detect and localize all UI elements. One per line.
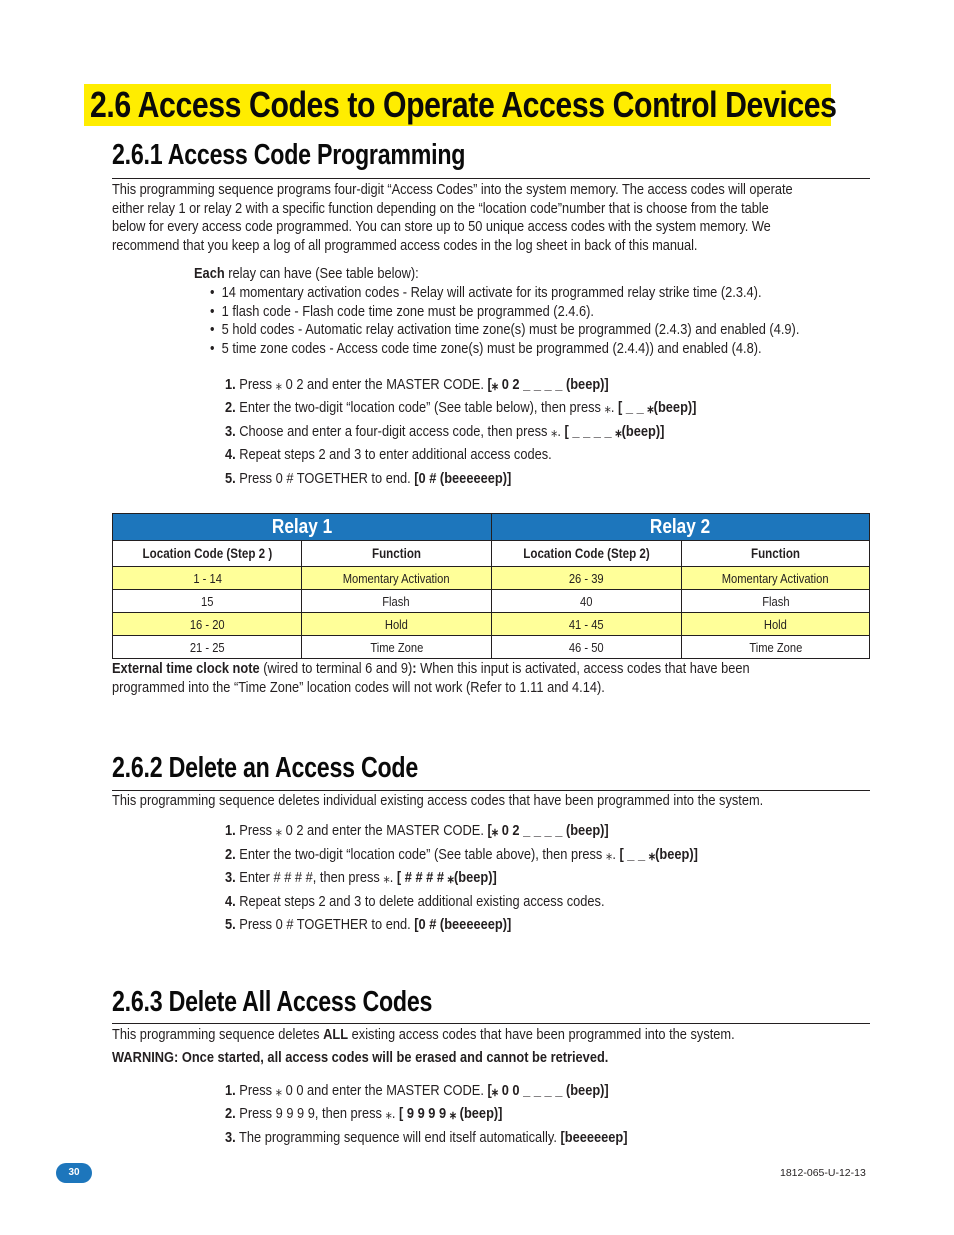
note-label: External time clock note <box>112 661 260 677</box>
cell-text: Hold <box>764 616 788 632</box>
table-cell <box>302 636 491 659</box>
step-sequence: [ _ _ ⁎(beep)] <box>619 847 698 863</box>
external-clock-note-line2: programmed into the “Time Zone” location codes will not work (Refer to 1.11 and 4.14). <box>112 680 605 696</box>
cell-text: 16 - 20 <box>189 616 225 632</box>
cell-text: 15 <box>200 593 214 609</box>
step-text: Repeat steps 2 and 3 to delete additional existing access codes. <box>235 894 605 910</box>
table-row <box>113 567 870 590</box>
section-heading-delete-access-code: 2.6.2 Delete an Access Code <box>112 752 419 784</box>
cell-text: Time Zone <box>369 639 423 655</box>
intro-line: below for every access code programmed. You can store up to 50 unique access codes with the system memory. We <box>112 219 771 236</box>
bullet-text: 5 time zone codes - Access code time zone(s) must be programmed (2.4.4)) and enabled (4.8). <box>221 341 762 357</box>
each-text: relay can have (See table below): <box>224 266 419 282</box>
cell-text: Hold <box>384 616 408 632</box>
bullet-text: 1 flash code - Flash code time zone must be programmed (2.4.6). <box>221 304 594 320</box>
column-header-text: Location Code (Step 2) <box>523 546 650 561</box>
intro-line: recommend that you keep a log of all programmed access codes in the log sheet in back of this manual. <box>112 238 698 255</box>
external-clock-note <box>112 661 750 677</box>
step-sequence: [⁎ 0 2 _ _ _ _ (beep)] <box>487 823 609 839</box>
intro-emphasis: ALL <box>323 1027 349 1043</box>
cell-text: 21 - 25 <box>189 639 225 655</box>
cell-text: Flash <box>382 593 411 609</box>
bullet-item: • 5 hold codes - Automatic relay activation time zone(s) must be programmed (2.4.3) and enabled (4.9). <box>210 322 800 338</box>
step-sequence: [0 # (beeeeeep)] <box>414 917 512 933</box>
column-header-text: Function <box>371 546 421 561</box>
section-divider <box>112 178 870 179</box>
intro-text: This programming sequence deletes <box>112 1027 324 1043</box>
step-item <box>225 424 664 440</box>
step-number: 1. <box>225 823 236 839</box>
note-text: When this input is activated, access codes that have been <box>416 661 750 677</box>
intro-line: This programming sequence programs four-digit “Access Codes” into the system memory. The access codes will operate <box>112 182 793 198</box>
step-item <box>225 471 511 487</box>
cell-text: 46 - 50 <box>568 639 604 655</box>
section-heading-delete-all-codes: 2.6.3 Delete All Access Codes <box>112 986 433 1018</box>
note-paren: (wired to terminal 6 and 9) <box>259 661 413 677</box>
column-header <box>491 541 682 567</box>
step-number: 3. <box>225 1130 236 1146</box>
document-code: 1812-065-U-12-13 <box>780 1167 866 1179</box>
cell-text: 41 - 45 <box>568 616 604 632</box>
step-item <box>225 847 698 863</box>
step-number: 3. <box>225 870 236 886</box>
step-sequence: [ # # # # ⁎(beep)] <box>396 870 497 886</box>
section2-intro: This programming sequence deletes individual existing access codes that have been programmed into the system. <box>112 793 764 809</box>
step-sequence: [⁎ 0 2 _ _ _ _ (beep)] <box>487 377 609 393</box>
table-cell <box>113 567 302 590</box>
column-header <box>113 541 302 567</box>
step-item <box>225 870 497 886</box>
step-item <box>225 377 609 393</box>
section-divider <box>112 1023 870 1024</box>
step-text: Enter # # # #, then press ⁎. <box>235 870 397 886</box>
cell-text: Flash <box>761 593 790 609</box>
step-item <box>225 823 609 839</box>
section-divider <box>112 790 870 791</box>
intro-line: either relay 1 or relay 2 with a specific function depending on the “location code”number that is choose from the table <box>112 200 769 217</box>
step-text: Press ⁎ 0 2 and enter the MASTER CODE. <box>235 377 488 393</box>
bullet-text: 5 hold codes - Automatic relay activation time zone(s) must be programmed (2.4.3) and enabled (4.9). <box>221 322 800 338</box>
bullet-item: • 5 time zone codes - Access code time zone(s) must be programmed (2.4.4)) and enabled (4.8). <box>210 341 762 357</box>
column-header-text: Location Code (Step 2 ) <box>142 546 272 561</box>
step-item <box>225 400 696 416</box>
step-text: Press 0 # TOGETHER to end. <box>235 471 415 487</box>
erase-warning: WARNING: Once started, all access codes will be erased and cannot be retrieved. <box>112 1050 609 1066</box>
step-text: Enter the two-digit “location code” (See table above), then press ⁎. <box>235 847 620 863</box>
step-number: 2. <box>225 1106 236 1122</box>
step-item <box>225 1130 628 1146</box>
relay2-header <box>491 514 870 541</box>
column-header-text: Function <box>751 546 801 561</box>
step-item <box>225 894 605 910</box>
step-text: The programming sequence will end itself automatically. <box>235 1130 561 1146</box>
table-cell <box>491 613 682 636</box>
table-cell <box>302 567 491 590</box>
step-number: 5. <box>225 917 236 933</box>
step-sequence: [0 # (beeeeeep)] <box>414 471 512 487</box>
page-title: 2.6 Access Codes to Operate Access Control Devices <box>90 84 837 125</box>
section3-intro <box>112 1027 735 1043</box>
section-heading-access-code-programming: 2.6.1 Access Code Programming <box>112 139 466 171</box>
step-number: 4. <box>225 447 236 463</box>
step-sequence: [⁎ 0 0 _ _ _ _ (beep)] <box>487 1083 609 1099</box>
section1-intro <box>112 181 811 256</box>
table-cell <box>491 636 682 659</box>
step-text: Press ⁎ 0 0 and enter the MASTER CODE. <box>235 1083 488 1099</box>
note-colon: : <box>412 661 417 677</box>
step-number: 2. <box>225 400 236 416</box>
step-sequence: [beeeeeep] <box>560 1130 628 1146</box>
table-cell <box>113 613 302 636</box>
page-number-badge: 30 <box>56 1163 92 1183</box>
step-number: 1. <box>225 377 236 393</box>
relay1-label: Relay 1 <box>271 515 332 538</box>
table-cell <box>491 590 682 613</box>
step-text: Press 9 9 9 9, then press ⁎. <box>235 1106 400 1122</box>
step-text: Repeat steps 2 and 3 to enter additional access codes. <box>235 447 552 463</box>
table-cell <box>682 636 870 659</box>
step-number: 5. <box>225 471 236 487</box>
step-sequence: [ _ _ ⁎(beep)] <box>618 400 697 416</box>
cell-text: 40 <box>580 593 593 609</box>
bullet-text: 14 momentary activation codes - Relay will activate for its programmed relay strike time (2.3.4). <box>221 285 762 301</box>
table-cell <box>682 567 870 590</box>
bullet-item: • 1 flash code - Flash code time zone must be programmed (2.4.6). <box>210 304 594 320</box>
step-sequence: [ _ _ _ _ ⁎(beep)] <box>564 424 665 440</box>
each-label: Each <box>194 266 225 282</box>
cell-text: 1 - 14 <box>192 570 222 586</box>
column-header <box>682 541 870 567</box>
step-number: 4. <box>225 894 236 910</box>
intro-text: existing access codes that have been programmed into the system. <box>348 1027 735 1043</box>
cell-text: Time Zone <box>749 639 803 655</box>
cell-text: Momentary Activation <box>722 570 830 586</box>
step-item <box>225 1083 609 1099</box>
step-item <box>225 447 552 463</box>
cell-text: 26 - 39 <box>568 570 604 586</box>
each-relay-line <box>194 266 419 282</box>
table-cell <box>302 590 491 613</box>
relay2-label: Relay 2 <box>650 515 711 538</box>
table-cell <box>682 613 870 636</box>
step-item <box>225 1106 502 1122</box>
step-text: Enter the two-digit “location code” (See table below), then press ⁎. <box>235 400 619 416</box>
step-item <box>225 917 511 933</box>
step-text: Press ⁎ 0 2 and enter the MASTER CODE. <box>235 823 488 839</box>
table-cell <box>113 636 302 659</box>
table-cell <box>302 613 491 636</box>
step-number: 3. <box>225 424 236 440</box>
table-cell <box>491 567 682 590</box>
column-header <box>302 541 491 567</box>
table-row <box>113 590 870 613</box>
table-cell <box>113 590 302 613</box>
step-sequence: [ 9 9 9 9 ⁎ (beep)] <box>399 1106 503 1122</box>
bullet-item: • 14 momentary activation codes - Relay will activate for its programmed relay strike time (2.3.4). <box>210 285 762 301</box>
cell-text: Momentary Activation <box>342 570 450 586</box>
table-cell <box>682 590 870 613</box>
step-number: 2. <box>225 847 236 863</box>
table-row <box>113 613 870 636</box>
table-row <box>113 636 870 659</box>
step-text: Choose and enter a four-digit access code, then press ⁎. <box>235 424 565 440</box>
step-number: 1. <box>225 1083 236 1099</box>
step-text: Press 0 # TOGETHER to end. <box>235 917 415 933</box>
location-code-table <box>112 513 870 659</box>
relay1-header <box>113 514 492 541</box>
